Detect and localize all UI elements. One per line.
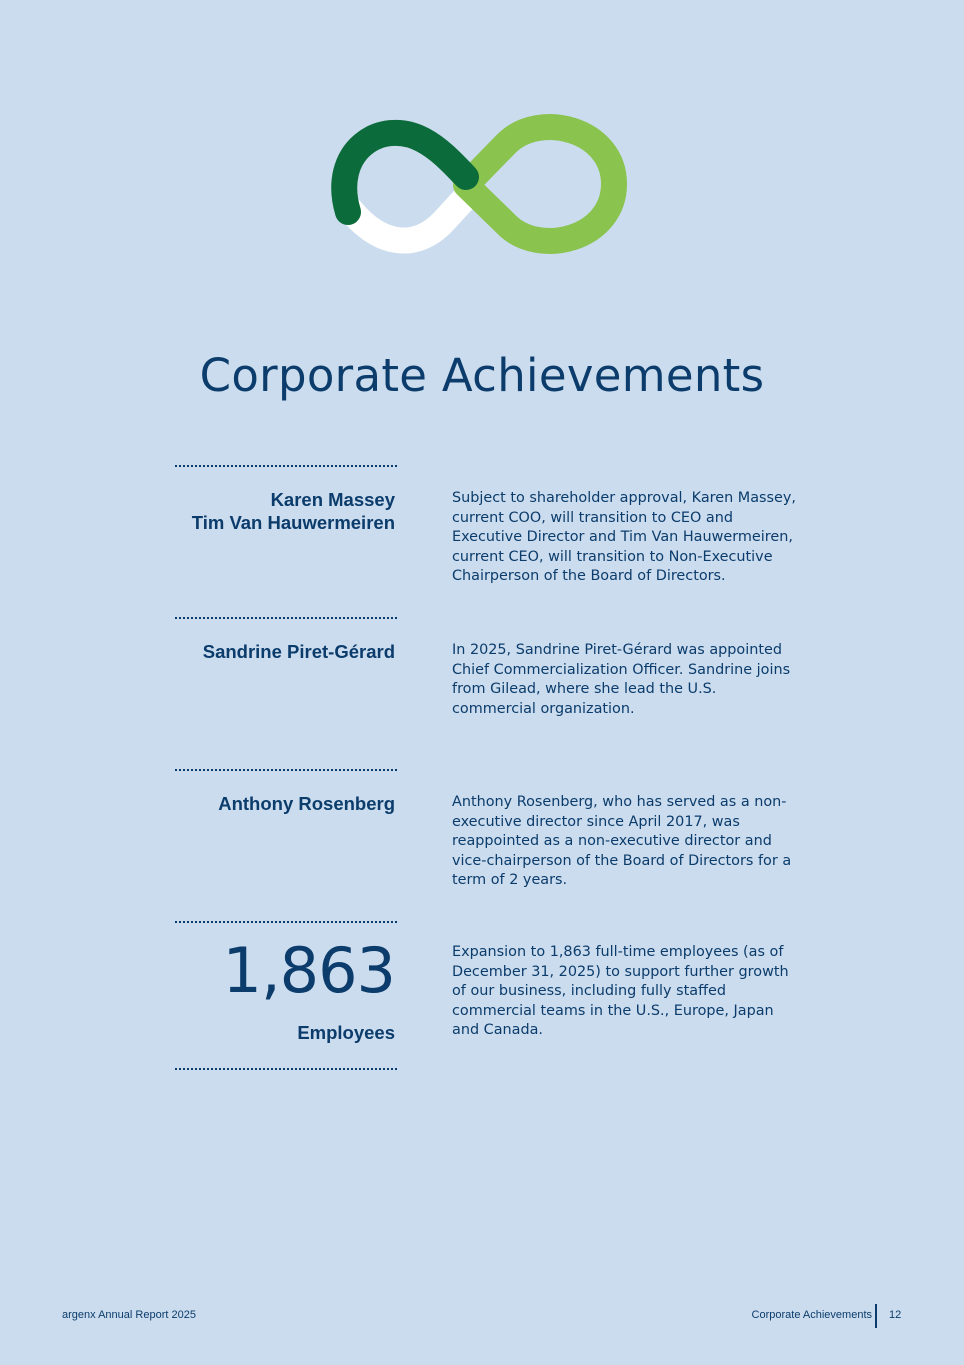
person-name: Karen Massey — [270, 489, 395, 510]
dotted-divider — [175, 465, 397, 467]
footer-report-title: argenx Annual Report 2025 — [62, 1309, 196, 1321]
achievement-name — [100, 792, 395, 815]
employee-label: Employees — [297, 1022, 395, 1043]
dotted-divider — [175, 617, 397, 619]
achievement-description: Anthony Rosenberg, who has served as a non-executive director since April 2017, was reappointed as a non-executive director and vice-chairperson of the Board of Directors for a term of 2 years. — [452, 794, 792, 888]
infinity-white-segment — [349, 197, 466, 241]
footer-section-name: Corporate Achievements — [751, 1309, 872, 1321]
achievement-name — [100, 640, 395, 663]
achievement-name — [100, 488, 395, 534]
person-name: Anthony Rosenberg — [218, 793, 395, 814]
achievement-description: In 2025, Sandrine Piret-Gérard was appointed Chief Commercialization Officer. Sandrine joins from Gilead, where she lead the U.S. commercial organization. — [452, 642, 791, 717]
employee-count: 1,863 — [222, 934, 395, 1007]
achievement-description: Expansion to 1,863 full-time employees (as of December 31, 2025) to support further growth of our business, including fully staffed commercial teams in the U.S., Europe, Japan and Canada. — [452, 944, 789, 1038]
infinity-icon — [330, 112, 635, 257]
person-name: Sandrine Piret-Gérard — [202, 641, 395, 662]
person-name: Tim Van Hauwermeiren — [191, 512, 395, 533]
footer-separator — [875, 1304, 877, 1328]
page-title: Corporate Achievements — [199, 349, 765, 402]
page-number: 12 — [889, 1309, 902, 1321]
dotted-divider — [175, 769, 397, 771]
dotted-divider — [175, 921, 397, 923]
achievement-description: Subject to shareholder approval, Karen Massey, current COO, will transition to CEO and Executive Director and Tim Van Hauwermeiren, current CEO, will transition to Non-Executive Chairperson of the Board of Directors. — [452, 490, 796, 584]
dotted-divider — [175, 1068, 397, 1070]
infinity-light-green-loop — [466, 127, 614, 241]
